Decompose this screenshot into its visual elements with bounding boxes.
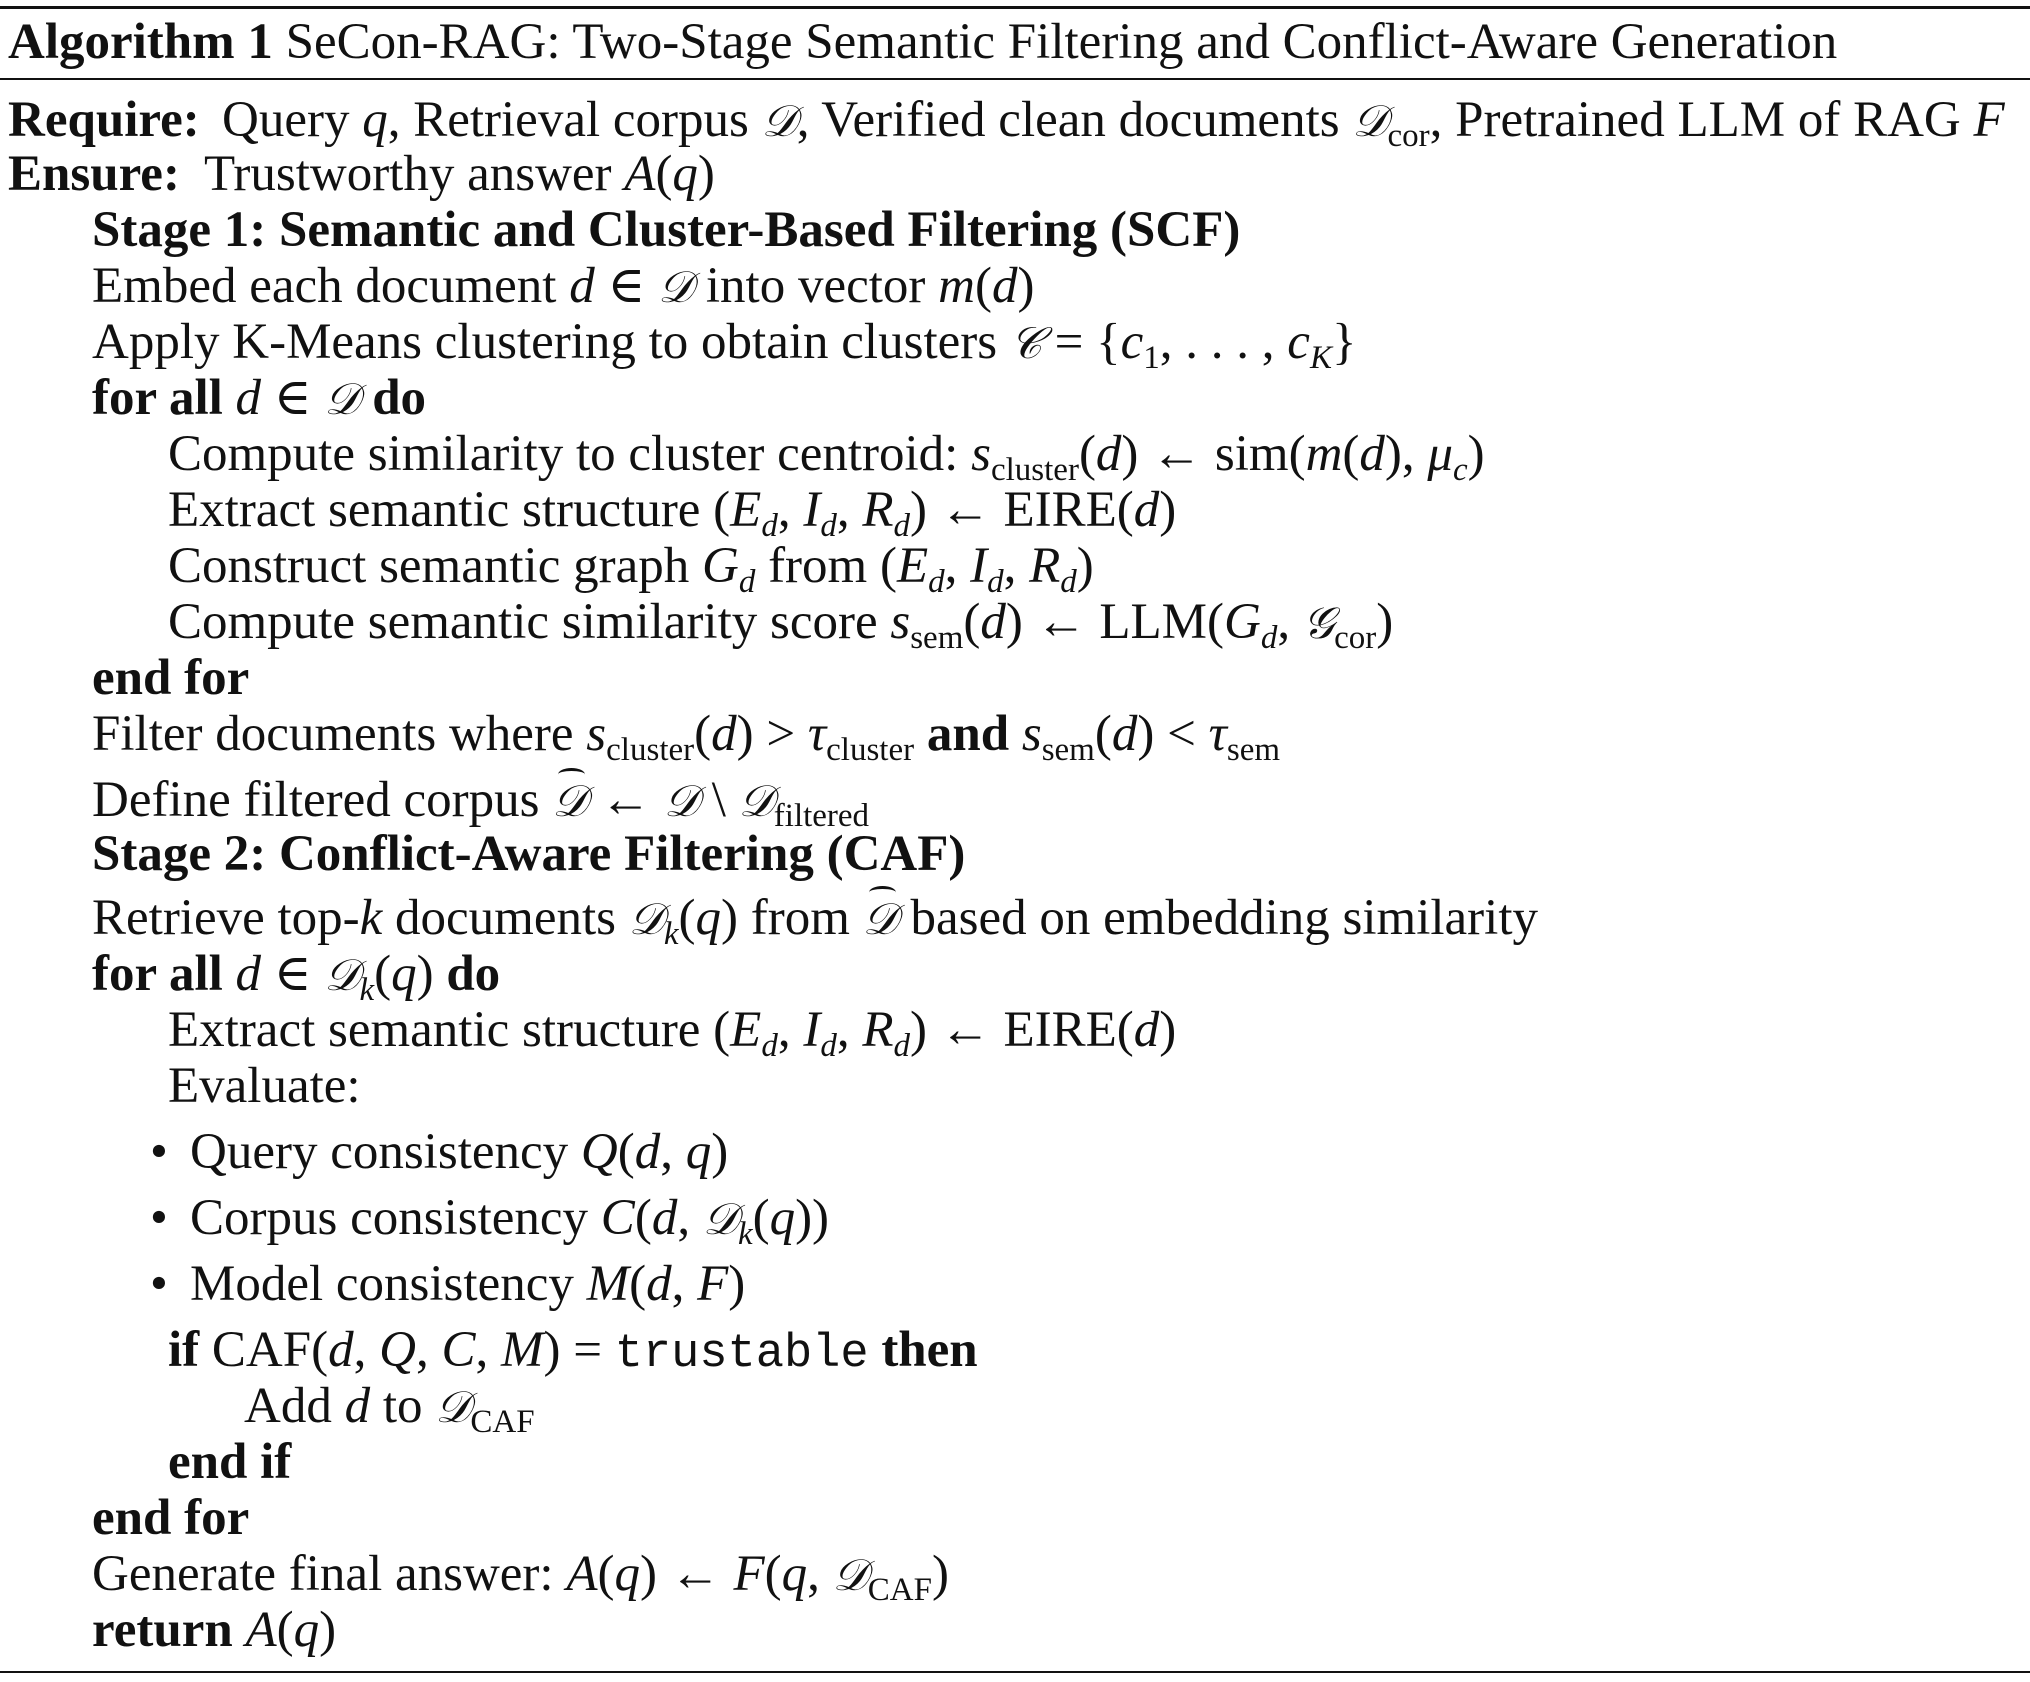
ensure-keyword: Ensure: — [8, 146, 180, 202]
line-text: Compute semantic similarity score $s_{sem}(d)$ ← $LLM(G_d$, 𝒢$_{cor}$) — [168, 594, 1394, 656]
algorithm-title: SeCon-RAG: Two-Stage Semantic Filtering and Conflict-Aware Generation — [285, 14, 1838, 70]
bullet-item: • Model consistency M(d, F) — [150, 1256, 746, 1312]
line-text: Apply K-Means clustering to obtain clusters 𝒞 = {$c_1$, . . . , $c_K$} — [92, 314, 1357, 376]
line-text: Evaluate: — [168, 1058, 361, 1114]
top-rule — [0, 6, 2030, 9]
line-text: end if — [168, 1434, 292, 1490]
line-text: if CAF(d, Q, C, M) = trustable then — [168, 1322, 978, 1381]
line-text: for all d ∈ 𝒟 do — [92, 370, 427, 426]
line-text: Filter documents where $s_{cluster}(d) > \tau_{cluster}$ and $s_{sem}(d) < \tau_{sem}$ — [92, 706, 1281, 768]
algorithm-caption — [8, 12, 1837, 72]
line-text: end for — [92, 650, 250, 706]
algorithm-label: Algorithm 1 — [8, 14, 273, 70]
line-text: return A(q) — [92, 1602, 337, 1658]
bullet-item: • Corpus consistency C(d, 𝒟$_k$(q)) — [150, 1190, 830, 1252]
stage1-heading: Stage 1: Semantic and Cluster-Based Filtering (SCF) — [92, 202, 1241, 258]
require-keyword: Require: — [8, 92, 200, 148]
stage2-heading: Stage 2: Conflict-Aware Filtering (CAF) — [92, 826, 966, 882]
line-text: end for — [92, 1490, 250, 1546]
line-text: Extract semantic structure ($E_d$, $I_d$, $R_d$) ← EIRE(d) — [168, 482, 1177, 544]
line-text: Embed each document d ∈ 𝒟 into vector m(d) — [92, 258, 1035, 314]
line-text: Retrieve top-k documents 𝒟$_k$(q) from 𝒟 based on embedding similarity — [92, 890, 1538, 952]
line-text: for all d ∈ 𝒟$_k$(q) do — [92, 946, 501, 1008]
line-text: Extract semantic structure ($E_d$, $I_d$, $R_d$) ← EIRE(d) — [168, 1002, 1177, 1064]
require-text: Query q, Retrieval corpus 𝒟, Verified clean documents 𝒟$_{cor}$, Pretrained LLM of RAG F — [222, 92, 2005, 154]
line-text: Construct semantic graph $G_d$ from ($E_d$, $I_d$, $R_d$) — [168, 538, 1094, 600]
bullet-item: • Query consistency Q(d, q) — [150, 1124, 729, 1180]
caption-rule — [0, 78, 2030, 80]
line-text: Compute similarity to cluster centroid: $s_{cluster}(d)$ ← sim(m(d), $\mu_c$) — [168, 426, 1485, 488]
ensure-text: Trustworthy answer A(q) — [204, 146, 715, 202]
line-text: Generate final answer: A(q) ← F(q, 𝒟$_{CAF}$) — [92, 1546, 949, 1608]
line-text: Add d to 𝒟$_{CAF}$ — [244, 1378, 535, 1440]
line-text: Define filtered corpus 𝒟 ← 𝒟 \ 𝒟$_{filtered}$ — [92, 772, 870, 834]
bottom-rule — [0, 1671, 2030, 1673]
